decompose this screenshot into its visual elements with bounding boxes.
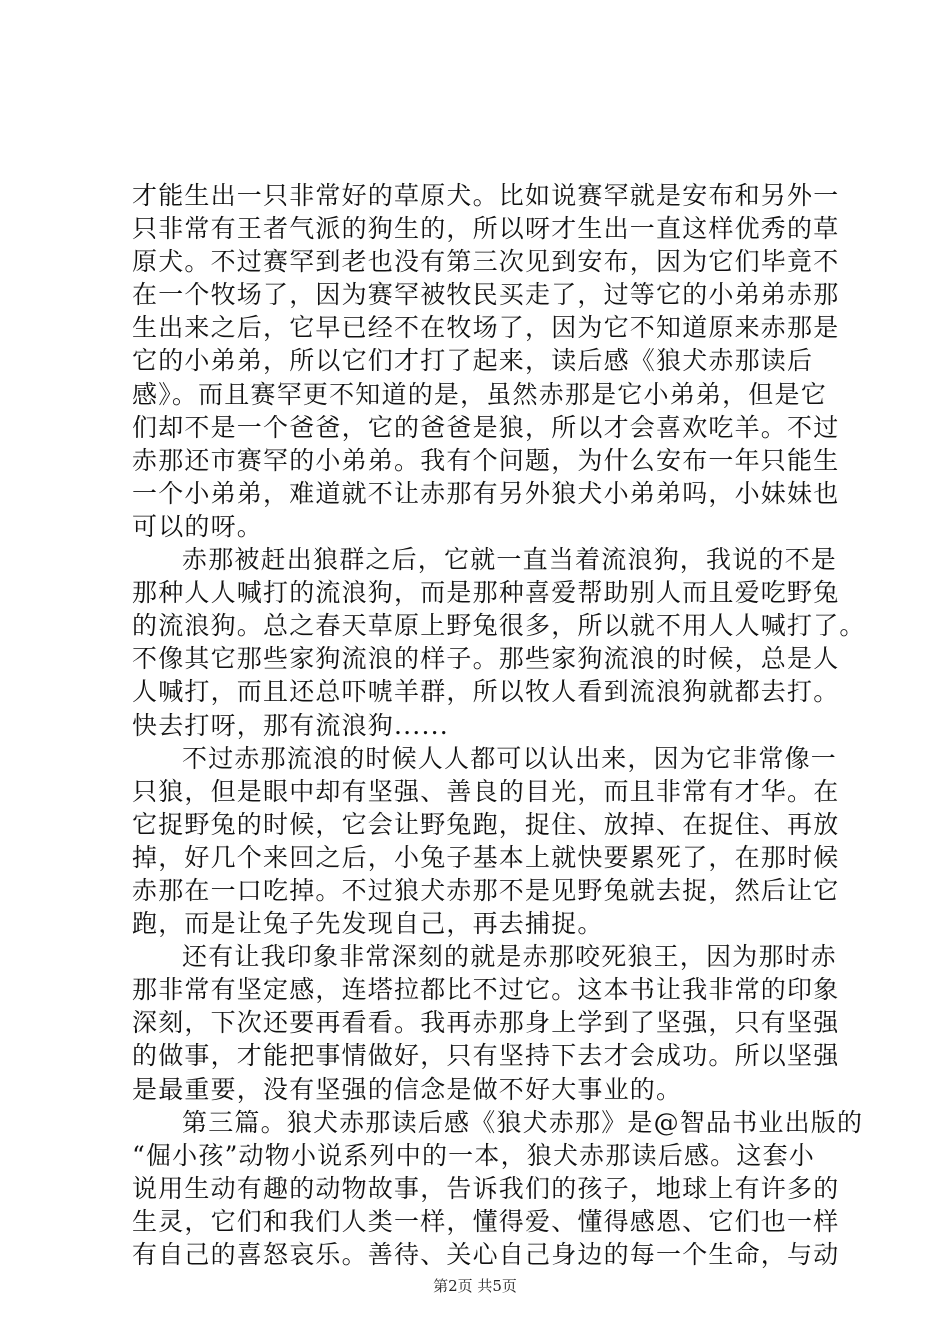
text-line: 那非常有坚定感，连塔拉都比不过它。这本书让我非常的印象	[132, 975, 840, 1005]
text-line: “倔小孩”动物小说系列中的一本，狼犬赤那读后感。这套小	[132, 1140, 815, 1170]
text-line: 人喊打，而且还总吓唬羊群，所以牧人看到流浪狗就都去打。	[132, 677, 840, 707]
text-line: 生灵，它们和我们人类一样，懂得爱、懂得感恩、它们也一样	[132, 1206, 840, 1236]
paragraph-start-line: 不过赤那流浪的时候人人都可以认出来，因为它非常像一	[182, 743, 838, 773]
text-line: 那种人人喊打的流浪狗，而是那种喜爱帮助别人而且爱吃野兔	[132, 578, 840, 608]
body-text	[132, 179, 866, 1271]
text-line: 是最重要，没有坚强的信念是做不好大事业的。	[132, 1074, 683, 1104]
text-line: 跑，而是让兔子先发现自己，再去捕捉。	[132, 909, 604, 939]
text-line: 有自己的喜怒哀乐。善待、关心自己身边的每一个生命，与动	[132, 1240, 840, 1269]
text-line: 一个小弟弟，难道就不让赤那有另外狼犬小弟弟吗，小妹妹也	[132, 478, 840, 508]
paragraph-start-line: 赤那被赶出狼群之后，它就一直当着流浪狗，我说的不是	[182, 545, 838, 575]
text-line: 可以的呀。	[132, 511, 264, 541]
text-line: 的做事，才能把事情做好，只有坚持下去才会成功。所以坚强	[132, 1041, 840, 1071]
text-line: 在一个牧场了，因为赛罕被牧民买走了，过等它的小弟弟赤那	[132, 280, 840, 310]
paragraph-start-line: 第三篇。狼犬赤那读后感《狼犬赤那》是@智品书业出版的	[182, 1107, 864, 1137]
text-line: 生出来之后，它早已经不在牧场了，因为它不知道原来赤那是	[132, 313, 840, 343]
text-line: 只狼，但是眼中却有坚强、善良的目光，而且非常有才华。在	[132, 776, 840, 806]
text-line: 快去打呀，那有流浪狗......	[132, 710, 449, 740]
text-line: 掉，好几个来回之后，小兔子基本上就快要累死了，在那时候	[132, 842, 840, 872]
text-line: 它捉野兔的时候，它会让野兔跑，捉住、放掉、在捉住、再放	[132, 809, 840, 839]
text-line: 原犬。不过赛罕到老也没有第三次见到安布，因为它们毕竟不	[132, 247, 840, 277]
page-number-footer: 第2页 共5页	[433, 1277, 517, 1295]
text-line: 只非常有王者气派的狗生的，所以呀才生出一直这样优秀的草	[132, 214, 840, 244]
text-line: 们却不是一个爸爸，它的爸爸是狼，所以才会喜欢吃羊。不过	[132, 412, 840, 442]
paragraph-start-line: 还有让我印象非常深刻的就是赤那咬死狼王，因为那时赤	[182, 942, 838, 972]
text-line: 深刻，下次还要再看看。我再赤那身上学到了坚强，只有坚强	[132, 1008, 840, 1038]
text-line: 赤那还市赛罕的小弟弟。我有个问题，为什么安布一年只能生	[132, 445, 840, 475]
text-line: 才能生出一只非常好的草原犬。比如说赛罕就是安布和另外一	[132, 181, 840, 210]
text-line: 感》。而且赛罕更不知道的是，虽然赤那是它小弟弟，但是它	[132, 379, 827, 409]
text-line: 它的小弟弟，所以它们才打了起来，读后感《狼犬赤那读后	[132, 346, 814, 376]
text-line: 赤那在一口吃掉。不过狼犬赤那不是见野兔就去捉，然后让它	[132, 875, 840, 905]
text-line: 说用生动有趣的动物故事，告诉我们的孩子，地球上有许多的	[132, 1173, 840, 1203]
text-line: 不像其它那些家狗流浪的样子。那些家狗流浪的时候，总是人	[132, 644, 840, 674]
text-line: 的流浪狗。总之春天草原上野兔很多，所以就不用人人喊打了。	[132, 611, 866, 641]
